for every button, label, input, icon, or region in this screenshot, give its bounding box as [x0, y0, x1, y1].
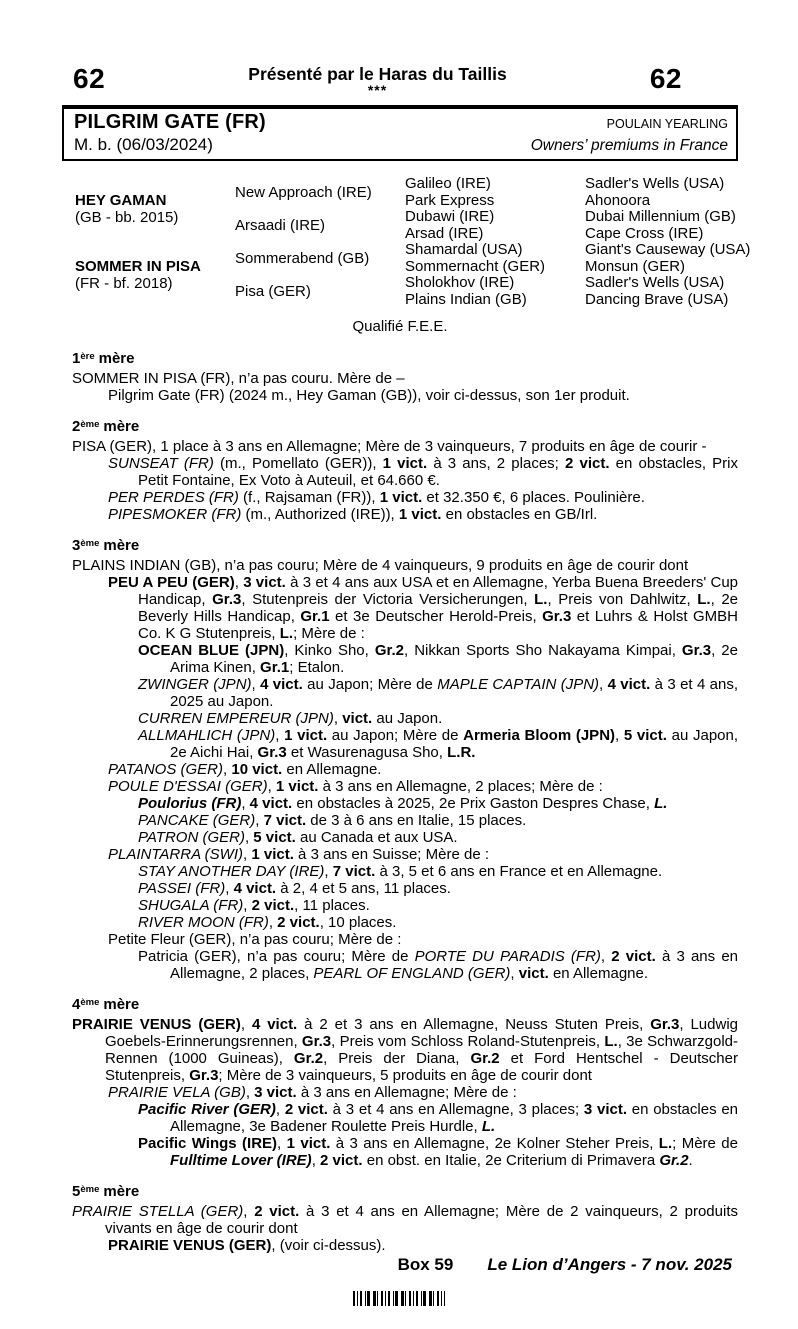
- section-heading: [72, 995, 738, 1016]
- text-run: RIVER MOON (FR): [138, 914, 269, 931]
- pedigree-generation3-name: Arsad (IRE): [405, 224, 484, 242]
- text-run: 7 vict.: [263, 812, 307, 829]
- text-run: Pacific River (GER): [138, 1101, 276, 1118]
- presenter-line: Présenté par le Haras du Taillis: [248, 64, 507, 84]
- pedigree-generation4-name: Dancing Brave (USA): [585, 290, 729, 308]
- text-run: 7 vict.: [332, 863, 376, 880]
- pedigree-paragraph: [138, 795, 738, 812]
- text-run: et Ford Hentschel - Deutscher Stutenpreis,: [105, 1050, 738, 1084]
- pedigree-paragraph: [138, 642, 738, 676]
- text-run: , 10 places.: [319, 914, 397, 931]
- text-run: ,: [275, 727, 285, 744]
- text-run: CURREN EMPEREUR (JPN): [138, 710, 334, 727]
- text-run: ,: [225, 880, 234, 897]
- barcode: [353, 1291, 445, 1306]
- text-run: 2 vict.: [611, 948, 656, 965]
- text-run: ,: [244, 829, 254, 846]
- text-run: 2 vict.: [254, 1203, 300, 1220]
- text-run: Petite Fleur (GER), n’a pas couru; Mère de :: [108, 931, 402, 948]
- text-run: , 2e Beverly Hills Handicap,: [138, 591, 739, 625]
- text-run: , Kinko Sho,: [284, 642, 375, 659]
- text-run: PRAIRIE VELA (GB): [108, 1084, 246, 1101]
- text-run: et 3e Deutscher Herold-Preis,: [329, 608, 543, 625]
- text-run: , 11 places.: [294, 897, 370, 914]
- lot-number-left: 62: [73, 63, 106, 94]
- text-run: , 2e Arima Kinen,: [170, 642, 738, 676]
- lot-type-label: POULAIN YEARLING: [606, 117, 728, 131]
- text-run: (m., Authorized (IRE)),: [241, 506, 399, 523]
- text-run: à 3 ans en Allemagne, 2 places,: [170, 948, 739, 982]
- text-run: , 3e Schwarzgold-Rennen (1000 Guineas),: [105, 1033, 738, 1067]
- text-run: PATRON (GER): [138, 829, 245, 846]
- pedigree-dam: [75, 242, 235, 308]
- pedigree-generation4-name: Monsun (GER): [585, 257, 686, 275]
- pedigree-sections: [72, 349, 738, 1254]
- heading-word: mère: [103, 996, 140, 1013]
- page-header: [62, 0, 738, 96]
- pedigree-generation3-name: Galileo (IRE): [405, 175, 491, 192]
- page-content: [62, 0, 751, 1275]
- text-run: 3 vict.: [583, 1101, 628, 1118]
- heading-number: 4: [72, 996, 81, 1013]
- text-run: ,: [324, 863, 333, 880]
- text-run: L.: [534, 591, 548, 608]
- pedigree-paragraph: [72, 1203, 738, 1237]
- text-run: Pilgrim Gate (FR) (2024 m., Hey Gaman (GB)), voir ci-dessus, son 1er produit.: [108, 387, 630, 404]
- text-run: ,: [255, 812, 264, 829]
- text-run: , Preis von Dahlwitz,: [547, 591, 698, 608]
- text-run: 1 vict.: [379, 489, 423, 506]
- text-run: ,: [243, 846, 252, 863]
- text-run: à 3 ans en Allemagne; Mère de :: [296, 1084, 517, 1101]
- text-run: ,: [275, 1101, 285, 1118]
- text-run: L.: [279, 625, 294, 642]
- text-run: ,: [243, 897, 252, 914]
- pedigree-paragraph: [108, 387, 738, 404]
- pedigree-paragraph: [72, 438, 738, 455]
- text-run: L.R.: [447, 744, 476, 761]
- horse-title-box: [62, 105, 738, 161]
- pedigree-paragraph: [138, 948, 738, 982]
- text-run: ,: [243, 1203, 255, 1220]
- text-run: 3 vict.: [254, 1084, 297, 1101]
- text-run: en obstacles, Prix Petit Fontaine, Ex Voto à Auteuil, et 64.660 €.: [138, 455, 739, 489]
- heading-number: 2: [72, 418, 81, 435]
- text-run: 1 vict.: [398, 506, 442, 523]
- text-run: au Japon.: [372, 710, 443, 727]
- pedigree-generation4-name: Cape Cross (IRE): [585, 224, 704, 242]
- heading-word: mère: [98, 350, 135, 367]
- pedigree-gen2-name: Arsaadi (IRE): [235, 217, 326, 234]
- pedigree-paragraph: [138, 829, 738, 846]
- text-run: ,: [268, 914, 278, 931]
- text-run: PIPESMOKER (FR): [108, 506, 242, 523]
- text-run: L.: [654, 795, 668, 812]
- text-run: Gr.3: [257, 744, 287, 761]
- text-run: vict.: [342, 710, 373, 727]
- text-run: Gr.3: [189, 1067, 219, 1084]
- pedigree-gen1-origin: (GB - bb. 2015): [75, 209, 179, 226]
- pedigree-paragraph: [72, 557, 738, 574]
- text-run: à 3 ans en Suisse; Mère de :: [293, 846, 490, 863]
- text-run: au Canada et aux USA.: [295, 829, 458, 846]
- text-run: ,: [510, 965, 519, 982]
- pedigree-generation4-name: Dubai Millennium (GB): [585, 208, 736, 225]
- text-run: 1 vict.: [382, 455, 428, 472]
- pedigree-generation3-name: Plains Indian (GB): [405, 290, 527, 308]
- text-run: 3 vict.: [243, 574, 286, 591]
- text-run: 10 vict.: [231, 761, 283, 778]
- box-number: Box 59: [397, 1255, 454, 1274]
- pedigree-paragraph: [138, 710, 738, 727]
- text-run: en Allemagne.: [548, 965, 649, 982]
- text-run: ,: [240, 1016, 252, 1033]
- text-run: Gr.3: [542, 608, 572, 625]
- section-heading: [72, 349, 738, 370]
- text-run: 2 vict.: [564, 455, 610, 472]
- text-run: Poulorius (FR): [138, 795, 242, 812]
- pedigree-paragraph: [138, 1135, 738, 1169]
- text-run: 2 vict.: [284, 1101, 328, 1118]
- text-run: 1 vict.: [284, 727, 328, 744]
- text-run: PLAINTARRA (SWI): [108, 846, 244, 863]
- text-run: 4 vict.: [260, 676, 303, 693]
- text-run: MAPLE CAPTAIN (JPN): [437, 676, 600, 693]
- text-run: à 3 ans, 2 places;: [427, 455, 565, 472]
- pedigree-paragraph: [138, 676, 738, 710]
- text-run: au Japon, 2e Aichi Hai,: [170, 727, 739, 761]
- birth-details: M. b. (06/03/2024): [74, 135, 213, 154]
- text-run: à 3 et 4 ans en Allemagne; Mère de 2 vainqueurs, 2 produits vivants en âge de courir dont: [105, 1203, 738, 1237]
- pedigree-paragraph: [108, 506, 738, 523]
- text-run: , Preis der Diana,: [323, 1050, 471, 1067]
- text-run: 4 vict.: [251, 1016, 298, 1033]
- text-run: à 3 ans en Allemagne, 2e Kolner Steher Preis,: [330, 1135, 659, 1152]
- pedigree-paragraph: [72, 370, 738, 387]
- text-run: 1 vict.: [275, 778, 319, 795]
- text-run: 4 vict.: [607, 676, 651, 693]
- text-run: PANCAKE (GER): [138, 812, 256, 829]
- stars-separator: ***: [367, 82, 388, 98]
- text-run: ,: [599, 676, 608, 693]
- lot-number-right: 62: [649, 63, 682, 94]
- pedigree-paragraph: [108, 931, 738, 948]
- text-run: ; Mère de :: [293, 625, 365, 642]
- text-run: en obstacles en Allemagne, 3e Badener Roulette Preis Hurdle,: [170, 1101, 738, 1135]
- heading-number: 3: [72, 537, 81, 554]
- pedigree-generation4-name: Giant's Causeway (USA): [585, 241, 751, 258]
- text-run: Armeria Bloom (JPN): [463, 727, 616, 744]
- qualification-line: Qualifié F.E.E.: [352, 318, 448, 335]
- text-run: 1 vict.: [251, 846, 294, 863]
- heading-ordinal-suffix: ère: [80, 350, 95, 362]
- text-run: L.: [481, 1118, 496, 1135]
- text-run: (f., Rajsaman (FR)),: [238, 489, 380, 506]
- text-run: et Luhrs & Holst GMBH Co. K G Stutenpreis,: [138, 608, 738, 642]
- heading-ordinal-suffix: ème: [80, 537, 100, 549]
- text-run: à 2, 4 et 5 ans, 11 places.: [276, 880, 451, 897]
- text-run: à 3 ans en Allemagne, 2 places; Mère de :: [318, 778, 603, 795]
- text-run: à 3 et 4 ans en Allemagne, 3 places;: [327, 1101, 584, 1118]
- text-run: 1 vict.: [286, 1135, 331, 1152]
- text-run: PISA (GER), 1 place à 3 ans en Allemagne; Mère de 3 vainqueurs, 7 produits en âge de courir -: [72, 438, 707, 455]
- pedigree-paragraph: [138, 897, 738, 914]
- text-run: ,: [600, 948, 612, 965]
- text-run: ; Mère de: [672, 1135, 738, 1152]
- pedigree-paragraph: [72, 1016, 738, 1084]
- text-run: Gr.2: [293, 1050, 324, 1067]
- pedigree-paragraph: [108, 455, 738, 489]
- text-run: vict.: [518, 965, 549, 982]
- pedigree-gen1-origin: (FR - bf. 2018): [75, 275, 173, 292]
- text-run: PEARL OF ENGLAND (GER): [313, 965, 511, 982]
- text-run: PRAIRIE VENUS (GER): [108, 1237, 272, 1254]
- text-run: ZWINGER (JPN): [138, 676, 252, 693]
- pedigree-paragraph: [138, 812, 738, 829]
- text-run: OCEAN BLUE (JPN): [138, 642, 285, 659]
- text-run: 5 vict.: [623, 727, 667, 744]
- sale-name-date: Le Lion d’Angers - 7 nov. 2025: [487, 1255, 732, 1274]
- pedigree-generation4-name: Sadler's Wells (USA): [585, 274, 725, 291]
- pedigree-paragraph: [138, 914, 738, 931]
- text-run: en obstacles en GB/Irl.: [441, 506, 598, 523]
- text-run: STAY ANOTHER DAY (IRE): [138, 863, 325, 880]
- text-run: Gr.3: [301, 1033, 332, 1050]
- pedigree-gen2-name: Sommerabend (GB): [235, 250, 370, 267]
- text-run: ,: [615, 727, 624, 744]
- text-run: PER PERDES (FR): [108, 489, 239, 506]
- pedigree-generation3-name: Park Express: [405, 191, 495, 209]
- pedigree-paragraph: [108, 761, 738, 778]
- section-heading: [72, 536, 738, 557]
- text-run: Gr.3: [681, 642, 712, 659]
- premiums-note: Owners’ premiums in France: [530, 137, 728, 154]
- text-run: Gr.3: [650, 1016, 680, 1033]
- pedigree-generation3-name: Sholokhov (IRE): [405, 274, 515, 291]
- text-run: SOMMER IN PISA (FR), n’a pas couru. Mère de –: [72, 370, 405, 387]
- text-run: en Allemagne.: [282, 761, 382, 778]
- pedigree-paragraph: [108, 574, 738, 642]
- text-run: L.: [658, 1135, 673, 1152]
- text-run: PORTE DU PARADIS (FR): [414, 948, 601, 965]
- text-run: ,: [311, 1152, 321, 1169]
- text-run: 2 vict.: [320, 1152, 363, 1169]
- text-run: PASSEI (FR): [138, 880, 226, 897]
- heading-word: mère: [103, 1183, 140, 1200]
- text-run: 2 vict.: [277, 914, 320, 931]
- text-run: ,: [251, 676, 261, 693]
- text-run: 4 vict.: [249, 795, 293, 812]
- text-run: au Japon; Mère de: [327, 727, 464, 744]
- pedigree-paragraph: [108, 489, 738, 506]
- horse-name: PILGRIM GATE (FR): [74, 111, 266, 133]
- pedigree-gen2-name: New Approach (IRE): [235, 184, 372, 201]
- presenter-block: [105, 64, 650, 96]
- pedigree-paragraph: [108, 1084, 738, 1101]
- page-footer: [62, 1255, 738, 1275]
- pedigree-gen2-name: Pisa (GER): [235, 283, 311, 300]
- text-run: ,: [245, 1084, 255, 1101]
- pedigree-paragraph: [108, 778, 738, 795]
- pedigree-generation4-name: Sadler's Wells (USA): [585, 175, 725, 192]
- section-heading: [72, 417, 738, 438]
- text-run: SUNSEAT (FR): [108, 455, 214, 472]
- text-run: POULE D'ESSAI (GER): [108, 778, 268, 795]
- pedigree-paragraph: [138, 863, 738, 880]
- text-run: , Preis vom Schloss Roland-Stutenpreis,: [331, 1033, 605, 1050]
- text-run: Pacific Wings (IRE): [138, 1135, 278, 1152]
- text-run: PLAINS INDIAN (GB), n’a pas couru; Mère de 4 vainqueurs, 9 produits en âge de courir dont: [72, 557, 689, 574]
- text-run: au Japon; Mère de: [302, 676, 438, 693]
- pedigree-gen1-name: HEY GAMAN: [75, 192, 167, 209]
- pedigree-paragraph: [138, 1101, 738, 1135]
- text-run: PRAIRIE VENUS (GER): [72, 1016, 241, 1033]
- heading-ordinal-suffix: ème: [80, 418, 100, 430]
- pedigree-paragraph: [108, 846, 738, 863]
- pedigree-paragraph: [138, 727, 738, 761]
- pedigree-generation3-name: Shamardal (USA): [405, 241, 523, 258]
- text-run: à 3 et 4 ans, 2025 au Japon.: [170, 676, 739, 710]
- text-run: ,: [277, 1135, 287, 1152]
- text-run: Gr.1: [260, 659, 290, 676]
- text-run: , Stutenpreis der Victoria Versicherungen,: [241, 591, 535, 608]
- text-run: Gr.2: [470, 1050, 500, 1067]
- text-run: PEU A PEU (GER): [108, 574, 235, 591]
- pedigree-generation3-name: Sommernacht (GER): [405, 257, 546, 275]
- text-run: Patricia (GER), n’a pas couru; Mère de: [138, 948, 415, 965]
- text-run: ; Mère de 3 vainqueurs, 5 produits en âge de courir dont: [218, 1067, 592, 1084]
- text-run: ,: [223, 761, 232, 778]
- text-run: .: [688, 1152, 693, 1169]
- text-run: PATANOS (GER): [108, 761, 224, 778]
- text-run: en obst. en Italie, 2e Criterium di Primavera: [362, 1152, 660, 1169]
- heading-word: mère: [103, 418, 140, 435]
- heading-ordinal-suffix: ème: [80, 1183, 100, 1195]
- heading-ordinal-suffix: ème: [80, 996, 100, 1008]
- heading-number: 1: [72, 350, 81, 367]
- text-run: Gr.1: [300, 608, 330, 625]
- section-heading: [72, 1182, 738, 1203]
- text-run: ; Etalon.: [289, 659, 345, 676]
- text-run: L.: [697, 591, 711, 608]
- text-run: ALLMAHLICH (JPN): [138, 727, 276, 744]
- text-run: (m., Pomellato (GER)),: [213, 455, 383, 472]
- text-run: PRAIRIE STELLA (GER): [72, 1203, 244, 1220]
- text-run: à 3 et 4 ans aux USA et en Allemagne, Yerba Buena Breeders' Cup Handicap,: [138, 574, 738, 608]
- text-run: ,: [241, 795, 250, 812]
- heading-word: mère: [103, 537, 140, 554]
- title-row-2: [74, 134, 728, 156]
- pedigree-paragraph: [108, 1237, 738, 1254]
- text-run: 4 vict.: [233, 880, 277, 897]
- pedigree-generation4-name: Ahonoora: [585, 191, 651, 209]
- text-run: ,: [333, 710, 343, 727]
- text-run: en obstacles à 2025, 2e Prix Gaston Despres Chase,: [292, 795, 655, 812]
- pedigree-gen1-name: SOMMER IN PISA: [75, 258, 201, 275]
- pedigree-table: [75, 175, 751, 308]
- text-run: de 3 à 6 ans en Italie, 15 places.: [306, 812, 527, 829]
- text-run: à 2 et 3 ans en Allemagne, Neuss Stuten Preis,: [297, 1016, 651, 1033]
- text-run: ,: [234, 574, 244, 591]
- text-run: 5 vict.: [253, 829, 296, 846]
- text-run: à 3, 5 et 6 ans en France et en Allemagne.: [375, 863, 663, 880]
- text-run: Gr.3: [212, 591, 242, 608]
- text-run: , Ludwig Goebels-Erinnerungsrennen,: [105, 1016, 738, 1050]
- text-run: , (voir ci-dessus).: [271, 1237, 386, 1254]
- text-run: ,: [267, 778, 276, 795]
- pedigree-sire: [75, 176, 235, 242]
- text-run: L.: [604, 1033, 618, 1050]
- text-run: , Nikkan Sports Sho Nakayama Kimpai,: [404, 642, 682, 659]
- title-row-1: [74, 110, 728, 134]
- text-run: Gr.2: [374, 642, 405, 659]
- text-run: Fulltime Lover (IRE): [170, 1152, 312, 1169]
- pedigree-generation3-name: Dubawi (IRE): [405, 208, 495, 225]
- text-run: 2 vict.: [251, 897, 295, 914]
- heading-number: 5: [72, 1183, 81, 1200]
- text-run: et 32.350 €, 6 places. Poulinière.: [422, 489, 645, 506]
- pedigree-paragraph: [138, 880, 738, 897]
- text-run: Gr.2: [659, 1152, 689, 1169]
- text-run: et Wasurenagusa Sho,: [286, 744, 448, 761]
- text-run: SHUGALA (FR): [138, 897, 244, 914]
